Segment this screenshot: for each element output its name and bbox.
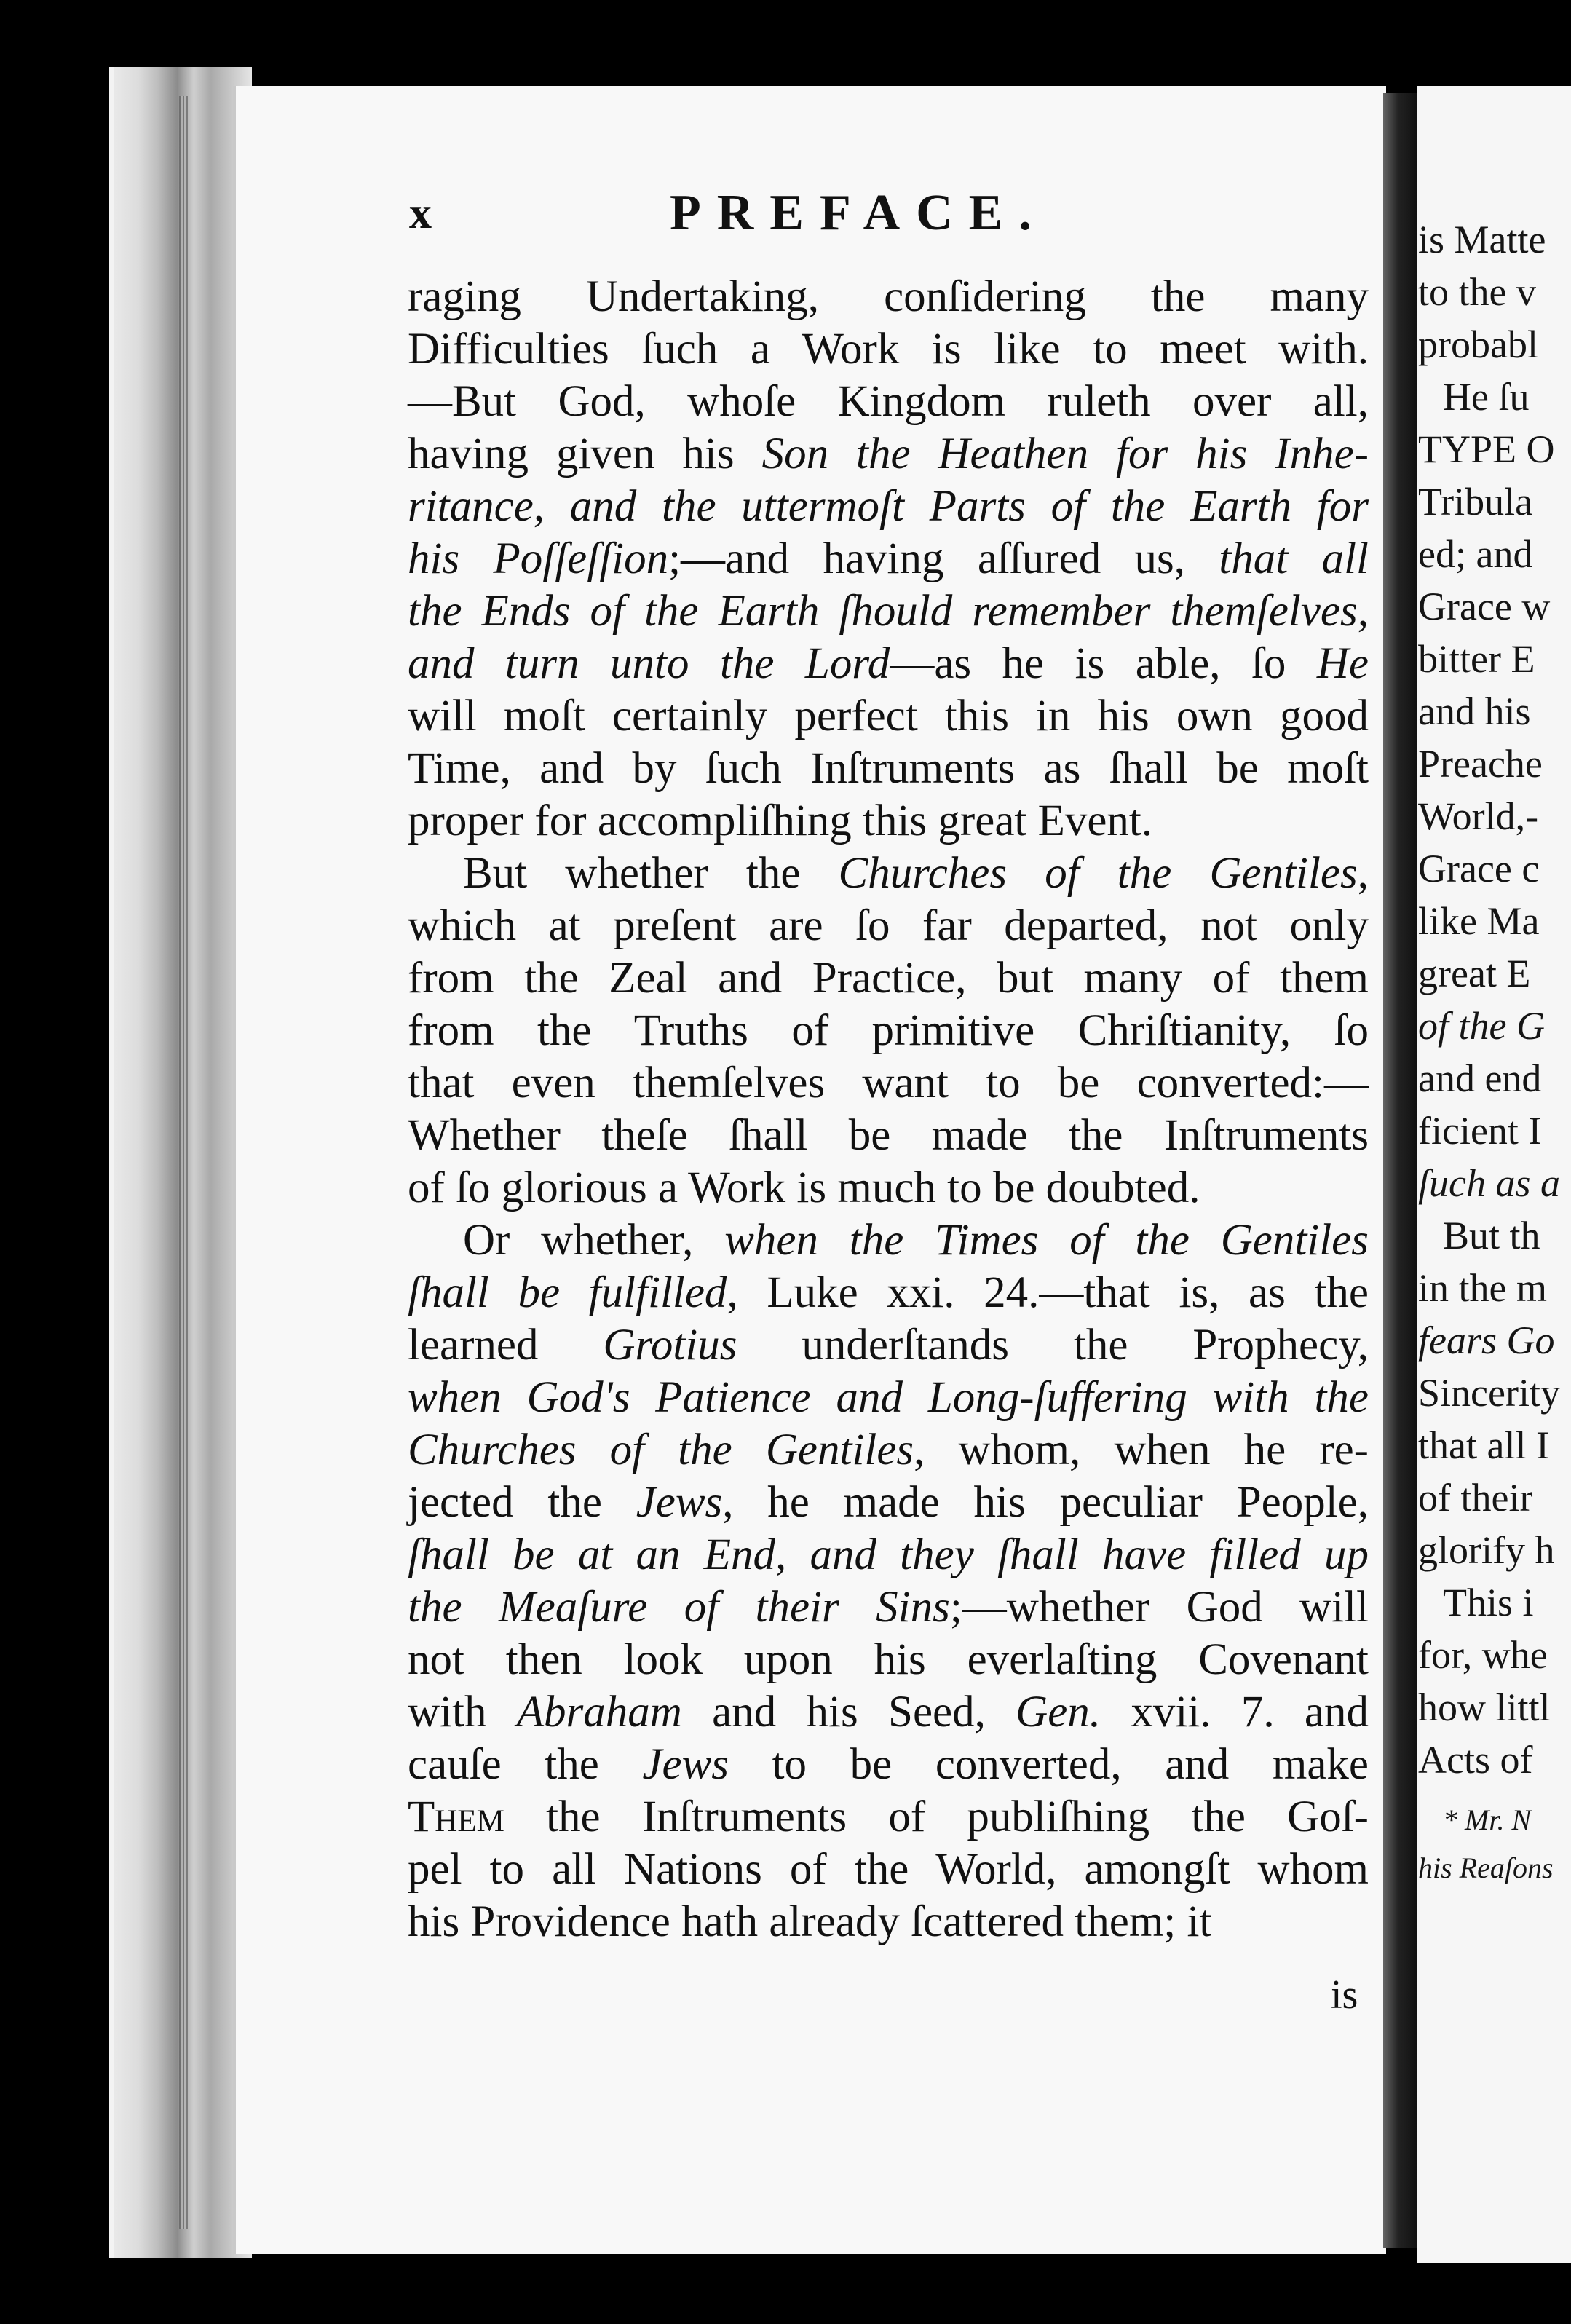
body-text [408,271,1369,1948]
right-page-line: glorify h [1418,1528,1555,1572]
text-run: Them [408,1793,504,1841]
right-page-line: TYPE O [1418,427,1555,471]
text-run: Abraham [516,1688,682,1736]
text-run: raging Undertaking, conſidering the many [408,272,1369,321]
text-run: his Poſſeſſion [408,534,669,583]
text-run: jected the [408,1478,636,1527]
right-page-line: his Reaſons [1418,1851,1554,1884]
text-run: Son the Heathen for his Inhe- [761,430,1369,478]
text-line [408,1267,1369,1319]
right-page-line: and end [1418,1056,1542,1100]
text-line [408,1791,1369,1843]
text-run: ſhall be at an End, and they ſhall have filled up [408,1530,1369,1579]
text-line [408,1319,1369,1372]
right-page-line: Preache [1418,742,1543,786]
text-run: his Providence hath already ſcattered them; it [408,1897,1212,1946]
text-line [408,533,1369,585]
right-page-line: in the m [1418,1266,1547,1310]
text-run: not then look upon his everlaſting Covenant [408,1635,1369,1684]
text-line [408,690,1369,743]
text-line [408,376,1369,428]
text-line [408,1057,1369,1110]
text-run: Difficulties ſuch a Work is like to meet with. [408,325,1369,374]
text-line [408,1529,1369,1581]
text-line [408,1581,1369,1634]
right-page-line: bitter E [1418,637,1535,681]
text-run: with [408,1688,517,1736]
text-run: will moſt certainly perfect this in his own good [408,692,1369,740]
text-run: —as he is able, ſo [890,639,1317,688]
page-number: x [409,189,432,238]
right-page-line: ed; and [1418,532,1533,576]
text-run: Jews [636,1478,723,1527]
text-run: Churches of the Gentiles [838,849,1358,898]
text-run: Or whether, [463,1216,725,1265]
text-run: cauſe the [408,1740,643,1789]
text-line [408,1634,1369,1686]
text-run: from the Zeal and Practice, but many of them [408,954,1369,1003]
right-page-line: World,- [1418,794,1539,838]
text-run: Gen. [1016,1688,1101,1736]
text-run: pel to all Nations of the World, amongſt whom [408,1845,1369,1894]
running-head: PREFACE. [670,185,1048,241]
text-line [408,795,1369,847]
right-page-line: great E [1418,952,1531,995]
text-run: which at preſent are ſo far departed, not only [408,901,1369,950]
right-page-line: Sincerity [1418,1371,1560,1415]
text-run: xvii. 7. and [1101,1688,1369,1736]
right-page-line: that all I [1418,1423,1549,1467]
text-run: ;—and having aſſured us, [668,534,1219,583]
text-run: from the Truths of primitive Chriſtianity, ſo [408,1006,1369,1055]
right-page-line: Grace c [1418,847,1540,890]
text-run: learned [408,1321,604,1370]
text-line [408,1005,1369,1057]
text-run: , whom, when he re- [914,1426,1369,1474]
text-run: and turn unto the Lord [408,639,890,688]
text-run: —But God, whoſe Kingdom ruleth over all, [408,377,1369,426]
text-line [408,1896,1369,1948]
text-line [408,847,1369,900]
right-page-line: But th [1443,1214,1540,1257]
text-line [408,271,1369,323]
right-page-line: probabl [1418,323,1538,366]
right-page-line: of the G [1418,1004,1545,1048]
text-run: when the Times of the Gentiles [724,1216,1369,1265]
binding-gutter [1383,93,1417,2248]
text-run: that even themſelves want to be converted:— [408,1059,1369,1107]
text-run: , Luke xxi. 24.—that is, as the [727,1268,1369,1317]
text-line [408,1424,1369,1477]
right-page-line: He ſu [1443,375,1530,419]
text-line [408,1843,1369,1896]
text-run: He [1316,639,1369,688]
text-line [408,1477,1369,1529]
text-run: Jews [642,1740,729,1789]
text-run: Grotius [603,1321,737,1370]
text-run: having given his [408,430,762,478]
right-page-line: This i [1443,1581,1534,1624]
text-run: ;—whether God will [949,1583,1369,1632]
right-page-line: to the v [1418,270,1536,314]
right-page-line: for, whe [1418,1633,1548,1677]
text-line [408,1686,1369,1739]
text-run: proper for accompliſhing this great Event. [408,797,1153,845]
page-edge-stack [109,67,252,2258]
text-run: underſtands the Prophecy, [737,1321,1369,1370]
right-page-line: fears Go [1418,1319,1555,1362]
text-line [408,585,1369,638]
right-page-line: how littl [1418,1685,1551,1729]
text-run: when God's Patience and Long-ſuffering with the [408,1373,1369,1422]
right-page-line: Acts of [1418,1738,1533,1782]
right-page-line: ſuch as a [1418,1161,1560,1205]
text-run: the Ends of the Earth ſhould remember themſelves, [408,587,1369,636]
right-page-line: * Mr. N [1443,1803,1532,1836]
text-line [408,481,1369,533]
right-page-cropped [1417,86,1571,2263]
text-run: the Meaſure of their Sins [408,1583,950,1632]
text-line [408,1162,1369,1214]
text-run: to be converted, and make [729,1740,1369,1789]
text-line [408,1739,1369,1791]
text-run: Time, and by ſuch Inſtruments as ſhall be moſt [408,744,1369,793]
text-run: and his Seed, [681,1688,1016,1736]
text-line [408,952,1369,1005]
text-line [408,900,1369,952]
text-run: But whether the [463,849,839,898]
right-page-line: ficient I [1418,1109,1542,1153]
text-line [408,638,1369,690]
right-page-line: of their [1418,1476,1533,1519]
catchword: is [1331,1972,1358,2017]
text-run: ſhall be fulfilled [408,1268,727,1317]
text-line [408,1110,1369,1162]
text-run: Whether theſe ſhall be made the Inſtruments [408,1111,1369,1160]
text-line [408,1214,1369,1267]
text-run: that all [1219,534,1369,583]
text-line [408,323,1369,376]
text-line [408,428,1369,481]
text-run: of ſo glorious a Work is much to be doubted. [408,1163,1200,1212]
text-run: Churches of the Gentiles [408,1426,914,1474]
right-page-line: and his [1418,689,1531,733]
text-line [408,743,1369,795]
right-page-line: Tribula [1418,480,1533,523]
right-page-line: Grace w [1418,585,1551,628]
text-run: , he made his peculiar People, [722,1478,1369,1527]
text-run: ritance, and the uttermoſt Parts of the Earth for [408,482,1369,531]
right-page-line: is Matte [1418,218,1546,261]
text-line [408,1372,1369,1424]
text-run: , [1357,849,1369,898]
right-page-line: like Ma [1418,899,1540,943]
text-run: the Inſtruments of publiſhing the Goſ- [504,1793,1369,1841]
